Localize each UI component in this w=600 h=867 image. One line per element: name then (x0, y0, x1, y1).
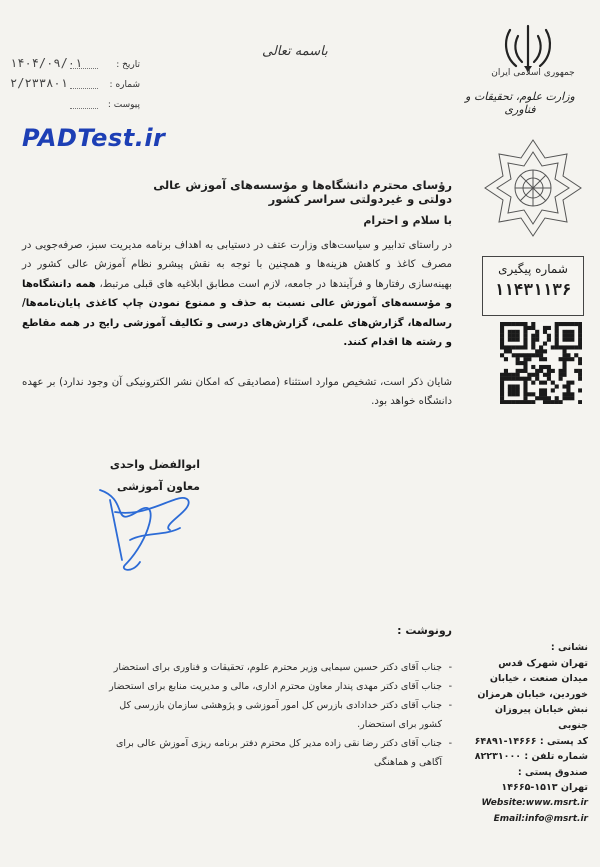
ornament-icon (483, 138, 583, 238)
copy-item: - جناب آقای دکتر رضا نقی زاده مدیر کل محترم دفتر برنامه ریزی آموزش عالی برای آگاهی و هماهنگی (100, 734, 452, 772)
copies-list (100, 658, 452, 772)
letter-paragraph-1 (22, 236, 452, 352)
number-label: شماره : (109, 80, 140, 90)
tracking-box (482, 256, 584, 316)
tracking-number: ۱۱۴۳۱۱۳۶ (494, 280, 572, 299)
signer-name: ابوالفضل واحدی (109, 458, 200, 471)
qr-code-icon (500, 322, 582, 404)
date-label: تاریخ : (116, 60, 140, 70)
watermark: PADTest.ir (22, 124, 166, 152)
government-name: جمهوری اسلامی ایران (491, 68, 575, 78)
address-line: تهران ۱۵۱۳-۱۴۶۶۵ (501, 782, 588, 794)
copy-item: - جناب آقای دکتر مهدی پندار معاون محترم اداری، مالی و مدیریت منابع برای استحضار (100, 677, 452, 696)
paragraph-1-text: در راستای تدابیر و سیاست‌های وزارت عتف در دستیابی به اهداف برنامه مدیریت سبز، صرفه‌جویی در مصرف کاغذ و کاهش هزینه‌ها و همچنین با توجه به نقش پیشرو نظام آموزش عالی کشور در بهینه‌سازی رفتارها و فرآیندها در جامعه، لازم است مطابق ابلاغیه های قبلی مرتبط، (22, 240, 452, 290)
letter-meta (10, 56, 140, 116)
address-line: صندوق پستی : (517, 766, 588, 778)
address-line: تهران شهرک قدس (498, 657, 588, 669)
copies-title: رونوشت : (397, 624, 452, 637)
copy-item: - جناب آقای دکتر خدادادی بازرس کل امور آموزشی و پژوهشی سازمان بازرسی کل کشور برای استحضار. (100, 696, 452, 734)
address-line: شماره تلفن : ۸۲۲۳۱۰۰۰ (474, 751, 588, 763)
letter-paragraph-2: شایان ذکر است، تشخیص موارد استثناء (مصادیقی که امکان نشر الکترونیکی آن وجود ندارد) بر عهده دانشگاه خواهد بود. (22, 377, 452, 408)
address-line: خوردین، خیابان هرمزان (477, 688, 588, 700)
basmala: باسمه تعالی (262, 44, 328, 59)
website[interactable]: Website:www.msrt.ir (481, 797, 588, 808)
paragraph-1-emphasis: همه دانشگاه‌ها و مؤسسه‌های آموزش عالی نسبت به حذف و ممنوع نمودن چاپ کاغذی پایان‌نامه‌ها/رساله‌ها، گزارش‌های علمی، گزارش‌های درسی و تکالیف آموزشی رایج در همه مقاطع و رشته ها اقدام کنند. (22, 278, 452, 349)
address-line: میدان صنعت ، خیابان (489, 673, 588, 685)
address-title: نشانی : (550, 642, 588, 653)
attachment-label: پیوست : (107, 100, 140, 110)
email[interactable]: Email:info@msrt.ir (493, 813, 588, 824)
greeting: با سلام و احترام (363, 214, 452, 227)
copy-item: - جناب آقای دکتر حسین سیمایی وزیر محترم علوم، تحقیقات و فناوری برای استحضار (100, 658, 452, 677)
date-value: ۱۴۰۴/۰۹/۰۱ (10, 56, 83, 70)
address-block (470, 640, 588, 827)
tracking-label: شماره پیگیری (498, 262, 568, 276)
address-line: کد پستی : ۱۴۶۶۶-۶۴۸۹۱ (474, 735, 588, 747)
address-line: نبش خیابان پیروزان جنوبی (494, 704, 588, 731)
recipient: رؤسای محترم دانشگاه‌ها و مؤسسه‌های آموزش عالی دولتی و غیردولتی سراسر کشور (153, 178, 452, 206)
number-value: ۲/۲۳۳۸۰۱ (10, 76, 68, 90)
signer-title: معاون آموزشی (117, 480, 200, 493)
iran-emblem-icon (500, 22, 556, 74)
ministry-name: وزارت علوم، تحقیقات و فناوری (465, 90, 575, 116)
